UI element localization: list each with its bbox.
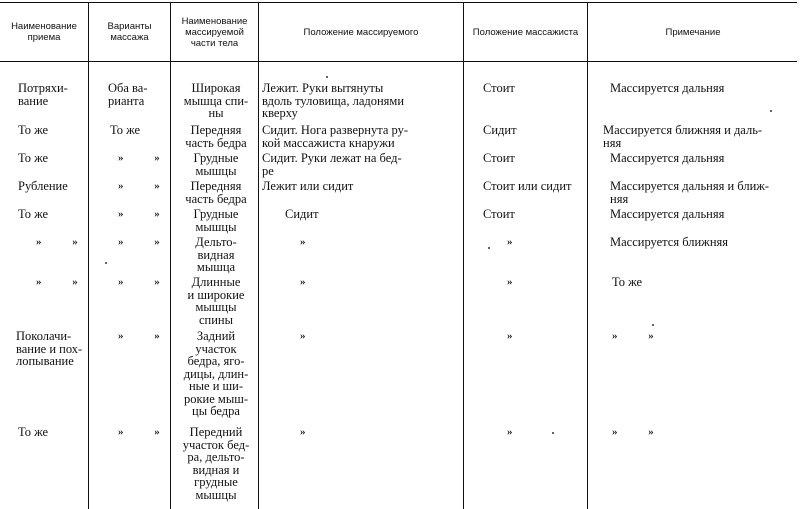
- table-cell-masseur-position: »: [507, 426, 527, 438]
- table-top-rule: [0, 2, 797, 3]
- table-cell-masseur-position: Сидит: [483, 123, 517, 137]
- table-cell-body-part: Длинные и широкие мышцы спины: [187, 275, 245, 327]
- table-cell-technique: » »: [36, 276, 92, 288]
- table-cell-note: Массируется дальняя и ближ- няя: [610, 179, 770, 206]
- table-cell-note: » »: [612, 330, 668, 342]
- table-cell-technique: Потряхи- вание: [18, 81, 68, 108]
- scan-speck: [105, 262, 107, 264]
- table-cell-body-part: Задний участок бедра, яго- дицы, длин- ные и ши- рокие мыш- цы бедра: [183, 329, 249, 418]
- table-cell-body-part: Передняя часть бедра: [185, 179, 247, 206]
- scan-speck: [552, 432, 554, 434]
- scan-speck: [770, 110, 772, 112]
- table-cell-technique: То же: [18, 207, 49, 221]
- header-note: Примечание: [665, 26, 721, 38]
- table-cell-variant: » »: [118, 180, 174, 192]
- table-cell-masseur-position: »: [507, 330, 527, 342]
- table-cell-technique: То же: [18, 123, 49, 137]
- table-cell-patient-position: Сидит. Нога развернута ру- кой массажиста кнаружи: [262, 123, 409, 150]
- table-cell-body-part: Грудные мышцы: [193, 207, 239, 234]
- table-cell-technique: То же: [18, 151, 49, 165]
- table-cell-note: То же: [612, 275, 643, 289]
- table-cell-body-part: Дельто- видная мышца: [195, 235, 237, 274]
- table-cell-variant: То же: [110, 123, 141, 137]
- table-cell-masseur-position: »: [507, 276, 527, 288]
- table-cell-variant: » »: [118, 426, 174, 438]
- table-cell-variant: » »: [118, 276, 174, 288]
- table-cell-patient-position: Сидит: [285, 207, 319, 221]
- table-cell-patient-position: »: [300, 330, 320, 342]
- table-cell-variant: Оба ва- рианта: [108, 81, 148, 108]
- table-cell-variant: » »: [118, 330, 174, 342]
- column-divider: [258, 2, 259, 509]
- header-masseur-position: Положение массажиста: [472, 26, 579, 38]
- scan-speck: [488, 247, 490, 249]
- table-cell-patient-position: Сидит. Руки лежат на бед- ре: [262, 151, 402, 178]
- header-massage-variants: Варианты массажа: [107, 21, 152, 43]
- table-cell-variant: » »: [118, 152, 174, 164]
- table-cell-masseur-position: Стоит: [483, 151, 515, 165]
- table-cell-note: Массируется дальняя: [610, 81, 725, 95]
- table-cell-patient-position: »: [300, 276, 320, 288]
- table-cell-masseur-position: »: [507, 236, 527, 248]
- table-cell-note: Массируется ближняя: [610, 235, 729, 249]
- header-technique-name: Наименование приема: [11, 21, 77, 43]
- table-cell-patient-position: Лежит или сидит: [262, 179, 354, 193]
- table-cell-body-part: Передняя часть бедра: [185, 123, 247, 150]
- table-cell-patient-position: Лежит. Руки вытянуты вдоль туловища, ладонями кверху: [262, 81, 405, 120]
- table-cell-technique: То же: [18, 425, 49, 439]
- table-cell-technique: » »: [36, 236, 92, 248]
- table-cell-body-part: Широкая мышца спи- ны: [183, 81, 249, 120]
- table-cell-note: Массируется дальняя: [610, 151, 725, 165]
- table-cell-patient-position: »: [300, 236, 320, 248]
- header-body-part: Наименование массируемой части тела: [181, 15, 248, 49]
- table-cell-masseur-position: Стоит: [483, 207, 515, 221]
- table-cell-variant: » »: [118, 236, 174, 248]
- table-cell-note: » »: [612, 426, 668, 438]
- table-cell-technique: Рубление: [18, 179, 68, 193]
- scan-speck: [326, 76, 328, 78]
- table-cell-body-part: Грудные мышцы: [193, 151, 239, 178]
- table-cell-body-part: Передний участок бед- ра, дельто- видная и грудные мышцы: [182, 425, 250, 502]
- table-cell-variant: » »: [118, 208, 174, 220]
- table-cell-masseur-position: Стоит или сидит: [483, 179, 572, 193]
- table-cell-masseur-position: Стоит: [483, 81, 515, 95]
- header-bottom-rule: [0, 61, 797, 62]
- table-cell-note: Массируется дальняя: [610, 207, 725, 221]
- table-cell-technique: Поколачи- вание и пох- лопывание: [16, 329, 83, 368]
- header-patient-position: Положение массируемого: [303, 26, 419, 38]
- table-cell-note: Массируется ближняя и даль- няя: [603, 123, 763, 150]
- table-cell-patient-position: »: [300, 426, 320, 438]
- scan-speck: [652, 324, 654, 326]
